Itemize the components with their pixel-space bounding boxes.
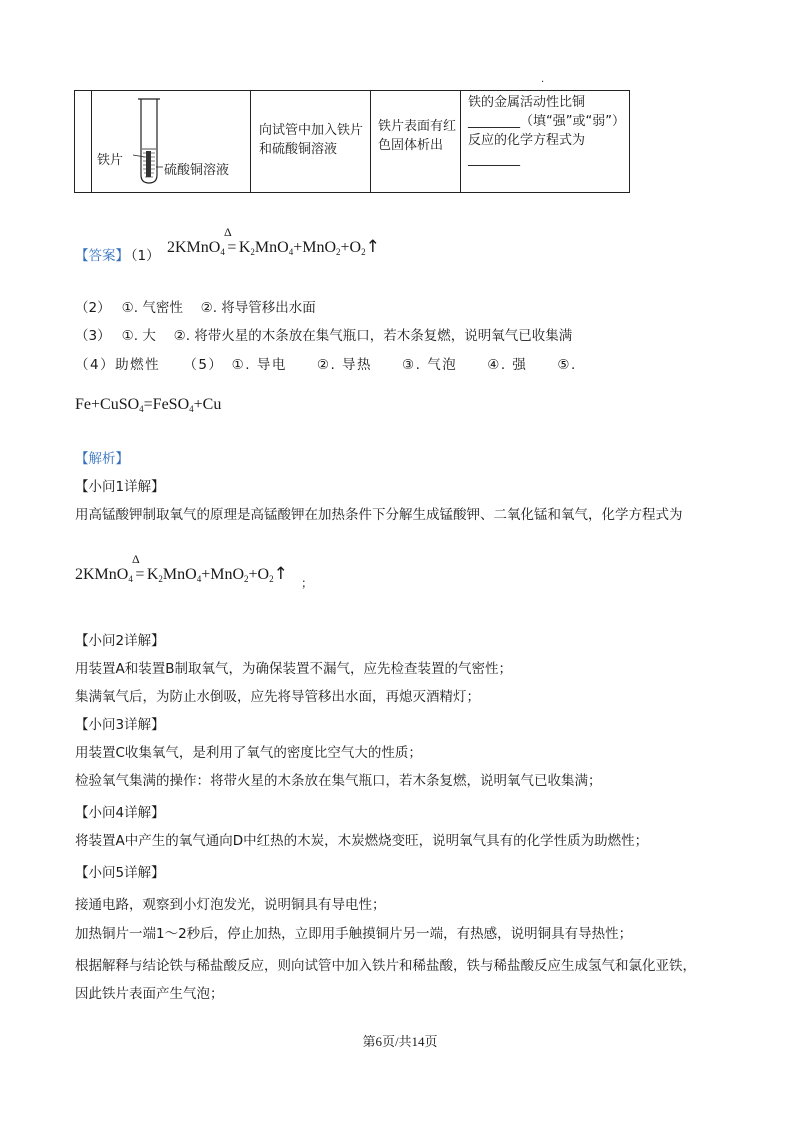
answer-equation: Δ 2KMnO$_4$ = $K_2MnO_4+MnO_2+O_2↑$ bbox=[167, 225, 380, 257]
answer-q2: （2） ①. 气密性 ②. 将导管移出水面 bbox=[75, 300, 316, 316]
page-footer: 第6页/共14页 bbox=[362, 1034, 438, 1049]
answer-q4-q5: （4）助燃性 （5） ①. 导电 ②. 导热 ③. 气泡 ④. 强 ⑤. bbox=[75, 357, 577, 373]
sub-question-1-heading: 【小问1详解】 bbox=[75, 479, 165, 495]
table-divider bbox=[460, 91, 461, 192]
sub-question-2-heading: 【小问2详解】 bbox=[75, 633, 165, 649]
sub-question-5-heading: 【小问5详解】 bbox=[75, 865, 165, 881]
analysis-p5d: 因此铁片表面产生气泡； bbox=[75, 986, 224, 1002]
analysis-p4: 将装置A中产生的氧气通向D中红热的木炭，木炭燃烧变旺，说明氧气具有的化学性质为助燃性； bbox=[75, 833, 649, 849]
sub-question-4-heading: 【小问4详解】 bbox=[75, 805, 165, 821]
analysis-p1: 用高锰酸钾制取氧气的原理是高锰酸钾在加热条件下分解生成锰酸钾、二氧化锰和氧气，化学方程式为 bbox=[75, 507, 683, 523]
phenomenon-cell: 铁片表面有红色固体析出 bbox=[378, 119, 457, 153]
conclusion-cell: 铁的金属活动性比铜________（填“强”或“弱”）反应的化学方程式为________ bbox=[468, 95, 625, 167]
table-divider bbox=[370, 91, 371, 192]
test-tube-diagram bbox=[93, 93, 249, 191]
experiment-table-row bbox=[74, 90, 630, 193]
top-mark: . bbox=[541, 74, 545, 85]
analysis-p2a: 用装置A和装置B制取氧气，为确保装置不漏气，应先检查装置的气密性； bbox=[75, 661, 512, 677]
operation-cell: 向试管中加入铁片和硫酸铜溶液 bbox=[259, 123, 364, 157]
analysis-p2b: 集满氧气后，为防止水倒吸，应先将导管移出水面，再熄灭酒精灯； bbox=[75, 689, 480, 705]
heat-symbol: Δ bbox=[224, 225, 232, 239]
analysis-p5b: 加热铜片一端1～2秒后，停止加热，立即用手触摸铜片另一端，有热感，说明铜具有导热性； bbox=[75, 926, 633, 942]
analysis-p5a: 接通电路，观察到小灯泡发光，说明铜具有导电性； bbox=[75, 897, 386, 913]
analysis-equation: Δ 2KMnO$_4$ = $K_2MnO_4+MnO_2+O_2↑$ ； bbox=[75, 552, 314, 590]
analysis-label: 【解析】 bbox=[75, 451, 129, 467]
answer-label: 【答案】 bbox=[75, 248, 129, 264]
sub-question-3-heading: 【小问3详解】 bbox=[75, 717, 165, 733]
iron-strip-label: 铁片 bbox=[97, 153, 124, 168]
analysis-p3a: 用装置C收集氧气，是利用了氧气的密度比空气大的性质； bbox=[75, 745, 422, 761]
table-divider bbox=[250, 91, 251, 192]
analysis-p5c: 根据解释与结论铁与稀盐酸反应，则向试管中加入铁片和稀盐酸，铁与稀盐酸反应生成氢气和氯化亚铁， bbox=[75, 958, 696, 974]
answer-q3: （3） ①. 大 ②. 将带火星的木条放在集气瓶口，若木条复燃，说明氧气已收集满 bbox=[75, 328, 573, 344]
heat-symbol: Δ bbox=[132, 552, 140, 566]
answer-q5-equation: Fe+CuSO$_4$=FeSO$_4$+Cu bbox=[75, 396, 222, 414]
analysis-p3b: 检验氧气集满的操作：将带火星的木条放在集气瓶口，若木条复燃，说明氧气已收集满； bbox=[75, 773, 602, 789]
copper-sulfate-label: 硫酸铜溶液 bbox=[164, 163, 230, 178]
table-divider bbox=[91, 91, 92, 192]
answer-q1-number: （1） bbox=[124, 248, 160, 264]
equation-suffix: ； bbox=[301, 576, 314, 590]
